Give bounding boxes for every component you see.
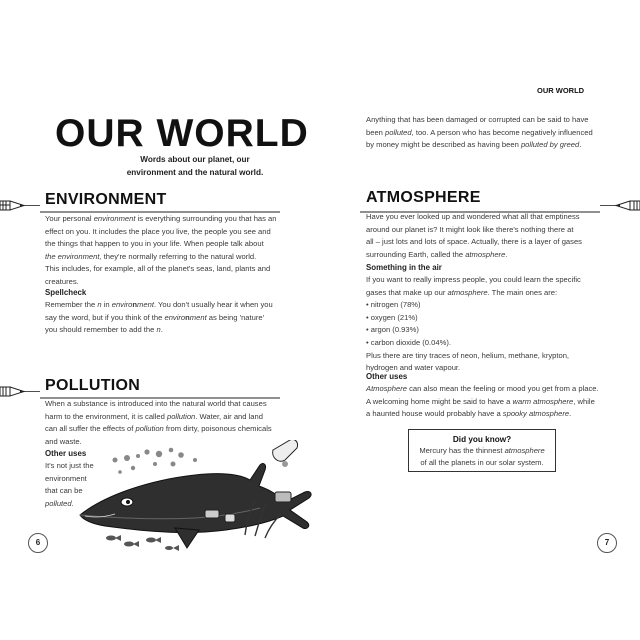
page-number-left: 6 [28, 533, 48, 553]
did-you-know-text: Mercury has the thinnest atmosphere of all the planets in our solar system. [419, 446, 545, 467]
atmosphere-other-uses-title: Other uses [366, 372, 408, 381]
pollution-other-uses-text: It's not just the environment that can be polluted. [45, 461, 94, 508]
gas-item: • nitrogen (78%) [366, 300, 421, 310]
something-in-the-air-paragraph: If you want to really impress people, you could learn the specific gases that make up our atmosphere. The main ones are: • nitrogen (78%) • oxygen (21%) • argon (0.93%) • carbon dioxide (0.04%). Plus there are tiny traces of neon, helium, methane, krypton, hydrogen and water vapour. [366, 274, 616, 375]
atmosphere-heading: ATMOSPHERE [366, 189, 481, 206]
gases-list [366, 299, 616, 349]
polluted-intro-paragraph: Anything that has been damaged or corrupted can be said to have been polluted, too. A person who has become negatively influenced by money might be described as having been polluted by greed. [366, 115, 593, 150]
dolphin-pollution-illustration [75, 440, 335, 560]
subtitle-line-2: environment and the natural world. [126, 167, 264, 177]
spellcheck-title: Spellcheck [45, 288, 87, 297]
page-title: OUR WORLD [55, 112, 309, 155]
pollution-other-uses-title: Other uses [45, 449, 87, 458]
something-in-the-air-title: Something in the air [366, 263, 442, 272]
environment-paragraph: Your personal environment is everything surrounding you that has an effect on you. It includes the place you live, the people you see and the things that happen to you in your life. When people talk about the environment, they're normally referring to the natural world. This includes, for example, all of the planet's seas, land, plants and creatures. [45, 214, 277, 286]
gas-item: • carbon dioxide (0.04%). [366, 337, 451, 347]
pollution-heading: POLLUTION [45, 377, 141, 394]
page-subtitle [120, 154, 270, 179]
running-head: OUR WORLD [537, 86, 585, 95]
spellcheck-paragraph: Remember the n in environment. You don't usually hear it when you say the word, but if you think of the environment as being 'nature' you should remember to add the n. [45, 300, 273, 335]
page-number-right: 7 [597, 533, 617, 553]
subtitle-line-1: Words about our planet, our [140, 155, 250, 164]
pollution-paragraph: When a substance is introduced into the natural world that causes harm to the environment, it is called pollution. Water, air and land can all suffer the effects of pollution from dirty, poisonous chemicals and waste. [45, 399, 272, 446]
environment-heading: ENVIRONMENT [45, 191, 167, 208]
did-you-know-box [408, 429, 556, 472]
atmosphere-paragraph: Have you ever looked up and wondered what all that emptiness around our planet is? It might look like there's nothing there at all – just lots and lots of space. Actually, there is a layer of gases surrounding Earth, called the atmosphere. [366, 212, 582, 259]
gas-item: • oxygen (21%) [366, 312, 418, 322]
did-you-know-title: Did you know? [452, 435, 512, 444]
atmosphere-other-uses-paragraph: Atmosphere can also mean the feeling or mood you get from a place. A welcoming home might be said to have a warm atmosphere, while a haunted house would probably have a spooky atmosphere. [366, 384, 599, 419]
gas-item: • argon (0.93%) [366, 325, 419, 335]
